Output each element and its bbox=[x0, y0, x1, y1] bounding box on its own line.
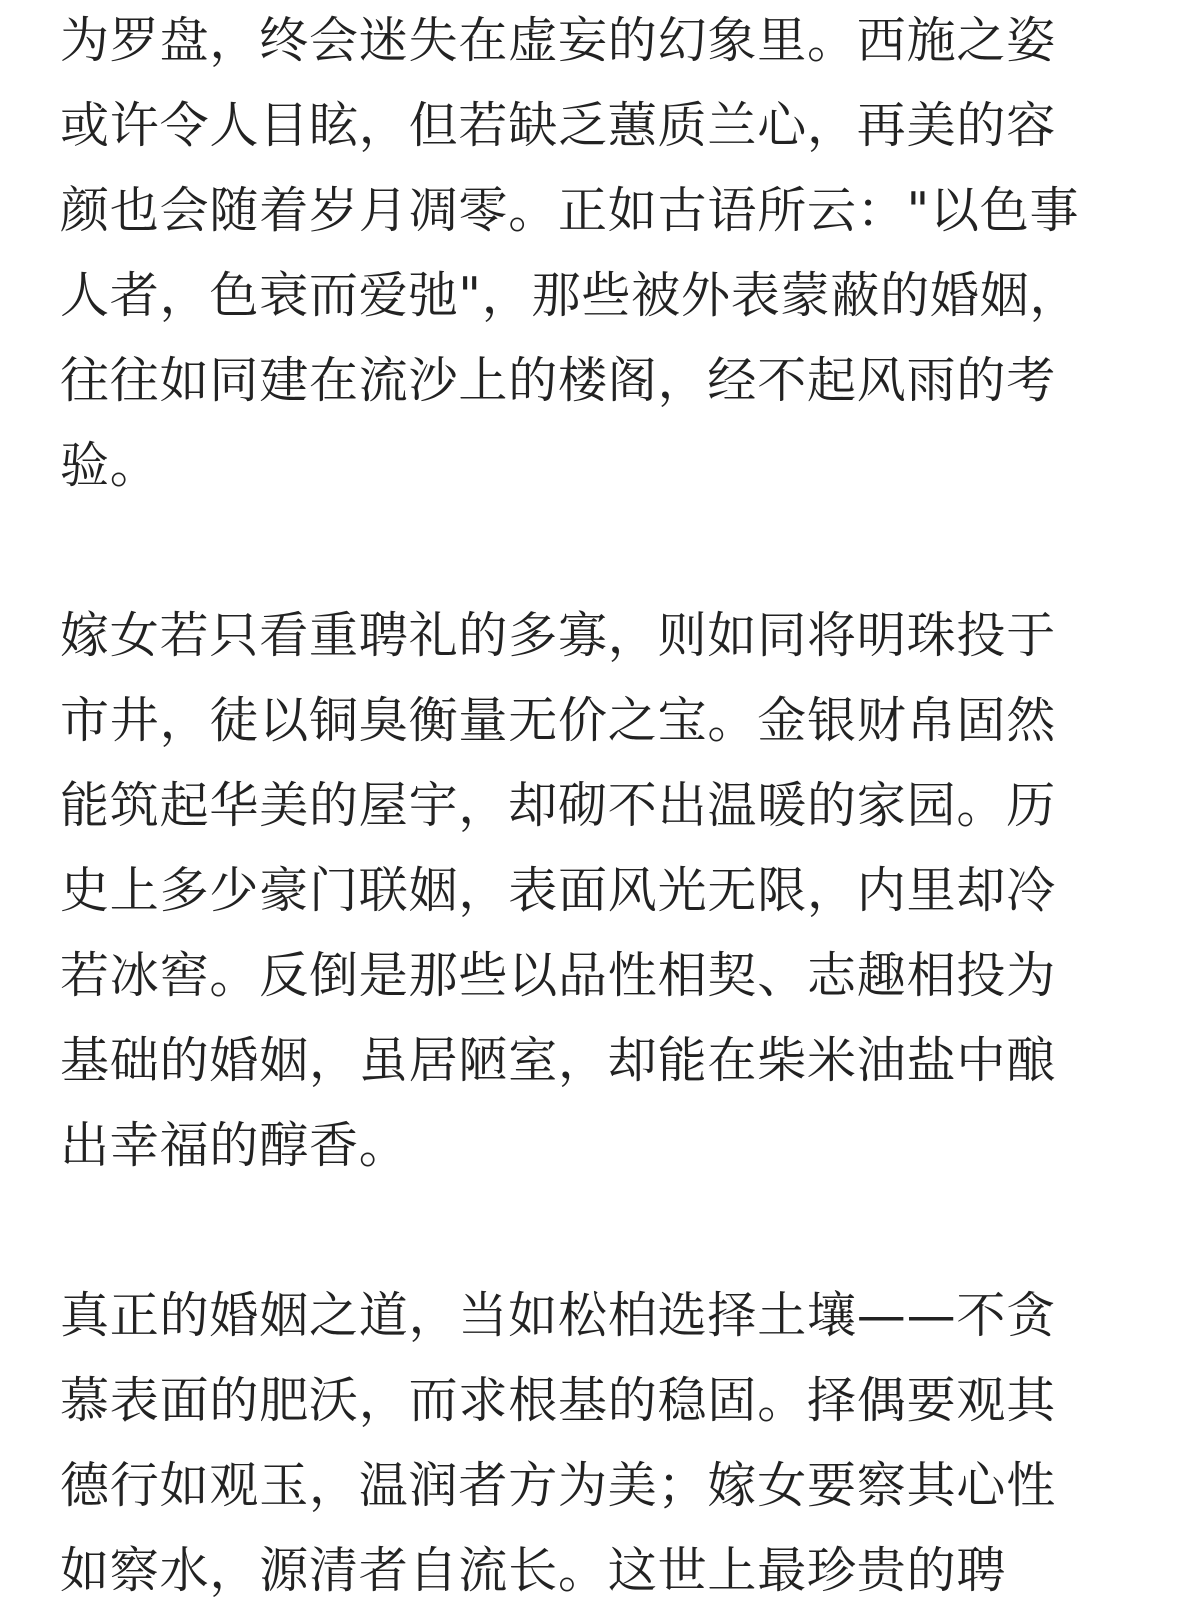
paragraph-spacer bbox=[60, 1188, 1120, 1273]
text-line: 市井，徒以铜臭衡量无价之宝。金银财帛固然 bbox=[60, 692, 1057, 749]
paragraph-3 bbox=[60, 1273, 1120, 1613]
text-line: 真正的婚姻之道，当如松柏选择土壤——不贪 bbox=[60, 1287, 1057, 1344]
text-line: 往往如同建在流沙上的楼阁，经不起风雨的考 bbox=[60, 352, 1057, 409]
text-line: 若冰窖。反倒是那些以品性相契、志趣相投为 bbox=[60, 947, 1057, 1004]
paragraph-1 bbox=[60, 0, 1120, 508]
paragraph-spacer bbox=[60, 508, 1120, 593]
text-line: 出幸福的醇香。 bbox=[60, 1117, 409, 1174]
text-line: 人者，色衰而爱弛"，那些被外表蒙蔽的婚姻， bbox=[60, 267, 1080, 324]
text-line: 验。 bbox=[60, 437, 160, 494]
text-line: 基础的婚姻，虽居陋室，却能在柴米油盐中酿 bbox=[60, 1032, 1057, 1089]
text-line: 如察水，源清者自流长。这世上最珍贵的聘 bbox=[60, 1542, 1007, 1599]
text-line: 史上多少豪门联姻，表面风光无限，内里却冷 bbox=[60, 862, 1057, 919]
text-line: 能筑起华美的屋宇，却砌不出温暖的家园。历 bbox=[60, 777, 1057, 834]
text-line: 慕表面的肥沃，而求根基的稳固。择偶要观其 bbox=[60, 1372, 1057, 1429]
text-line: 嫁女若只看重聘礼的多寡，则如同将明珠投于 bbox=[60, 607, 1057, 664]
article-body bbox=[60, 0, 1120, 1613]
text-line: 为罗盘，终会迷失在虚妄的幻象里。西施之姿 bbox=[60, 12, 1057, 69]
text-line: 或许令人目眩，但若缺乏蕙质兰心，再美的容 bbox=[60, 97, 1057, 154]
paragraph-2 bbox=[60, 593, 1120, 1188]
text-line: 德行如观玉，温润者方为美；嫁女要察其心性 bbox=[60, 1457, 1057, 1514]
text-line: 颜也会随着岁月凋零。正如古语所云："以色事 bbox=[60, 182, 1080, 239]
